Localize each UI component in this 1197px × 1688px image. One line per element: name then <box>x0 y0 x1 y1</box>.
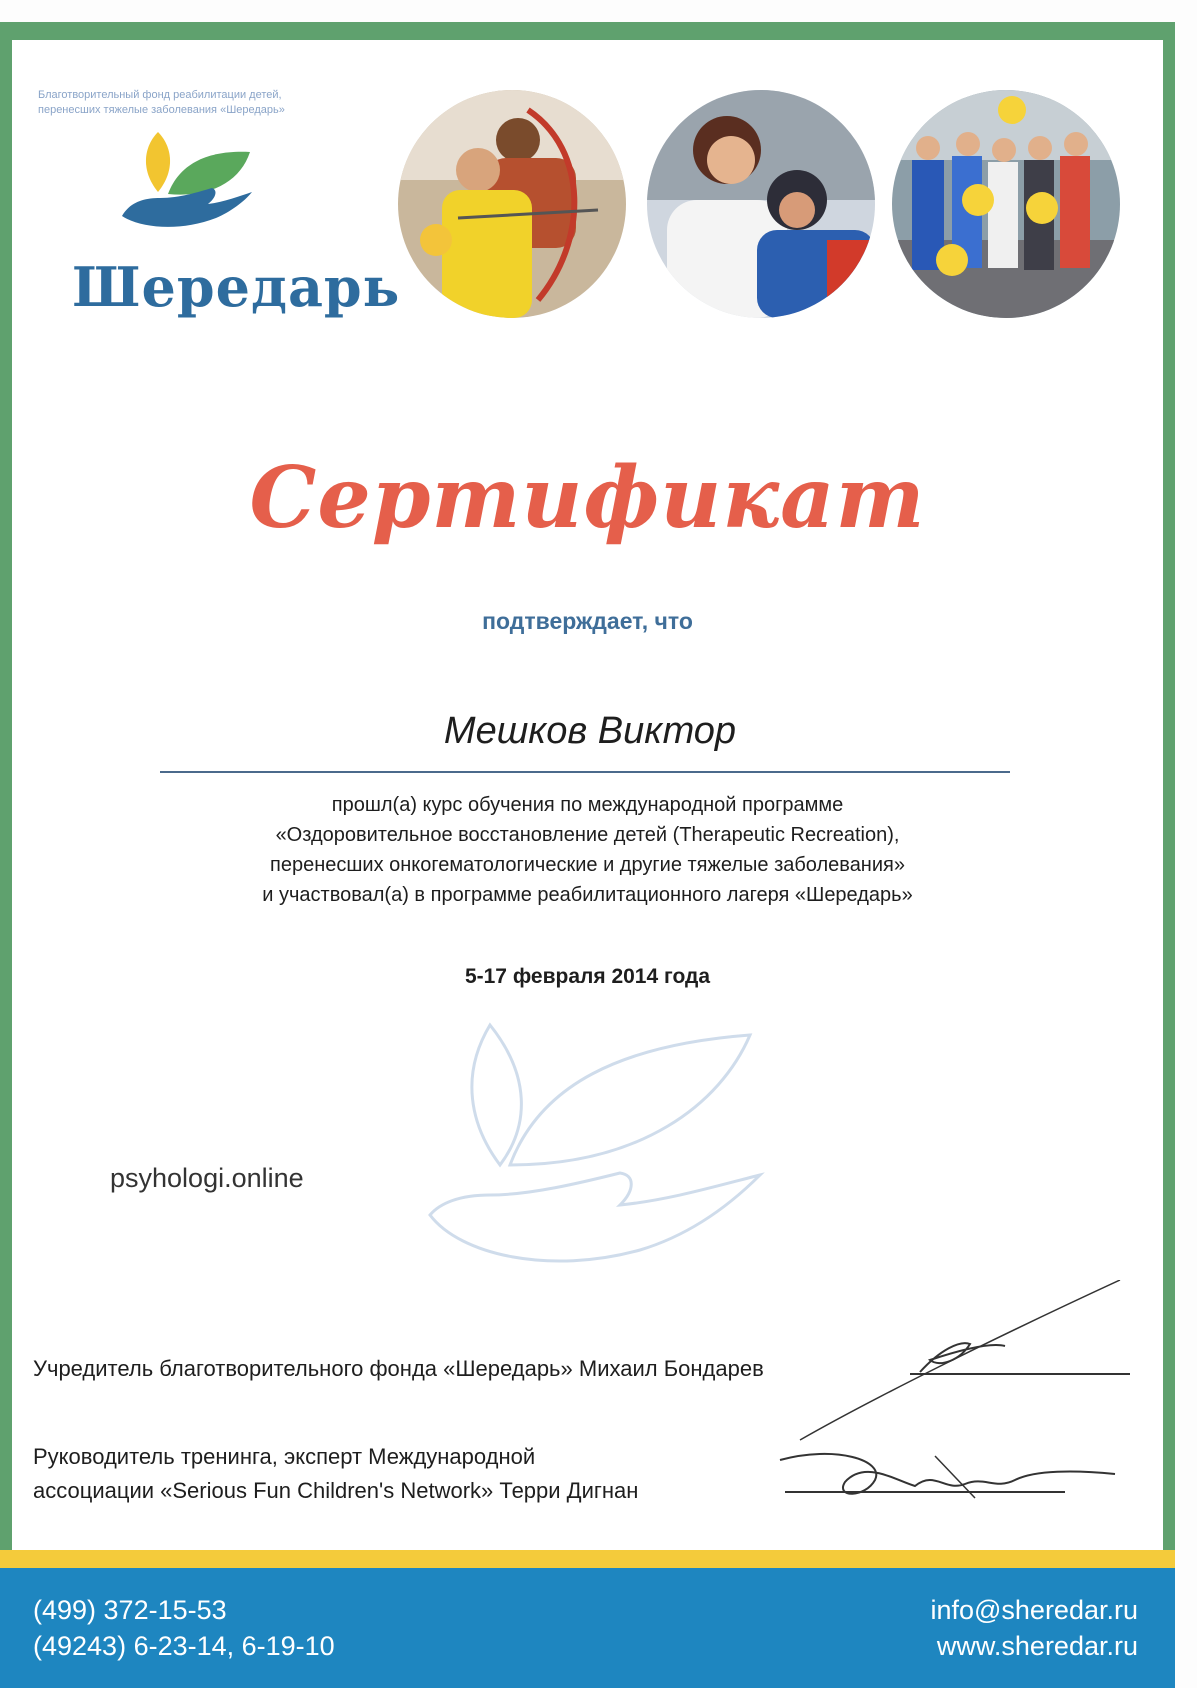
foundation-line-1: Благотворительный фонд реабилитации детей, <box>38 89 282 101</box>
contact-footer <box>0 1568 1175 1688</box>
founder-signature-label: Учредитель благотворительного фонда «Шередарь» Михаил Бондарев <box>33 1356 764 1381</box>
archery-photo <box>398 90 626 318</box>
trainer-signature <box>775 1440 1125 1520</box>
footer-accent-stripe <box>0 1550 1175 1568</box>
course-line-1: прошл(а) курс обучения по международной программе <box>331 794 844 816</box>
phone-primary: (499) 372-15-53 <box>33 1595 227 1625</box>
confirms-subtitle: подтверждает, что <box>482 608 693 634</box>
trainer-signature-label <box>33 1440 638 1508</box>
watermark-leaves-icon <box>420 1015 780 1285</box>
email-link[interactable]: info@sheredar.ru <box>930 1595 1138 1625</box>
founder-signature <box>790 1280 1140 1450</box>
course-line-4: и участвовал(а) в программе реабилитационного лагеря «Шередарь» <box>262 884 913 906</box>
foundation-caption <box>38 88 368 118</box>
group-balloons-photo <box>892 90 1120 318</box>
course-line-2: «Оздоровительное восстановление детей (Therapeutic Recreation), <box>275 824 900 846</box>
phone-block <box>33 1592 335 1664</box>
recipient-underline <box>160 771 1010 773</box>
site-watermark: psyhologi.online <box>110 1163 304 1193</box>
phone-secondary: (49243) 6-23-14, 6-19-10 <box>33 1631 335 1661</box>
recipient-name: Мешков Виктор <box>443 710 737 752</box>
course-date: 5-17 февраля 2014 года <box>464 965 711 988</box>
trainer-line-1: Руководитель тренинга, эксперт Международной <box>33 1444 536 1469</box>
winter-hug-photo <box>647 90 875 318</box>
course-description <box>0 790 1175 910</box>
certificate-title: Сертификат <box>249 448 926 547</box>
web-block <box>930 1592 1138 1664</box>
website-link[interactable]: www.sheredar.ru <box>936 1631 1138 1661</box>
foundation-line-2: перенесших тяжелые заболевания «Шередарь» <box>38 104 285 116</box>
course-line-3: перенесших онкогематологические и другие тяжелые заболевания» <box>270 854 905 876</box>
trainer-line-2: ассоциации «Serious Fun Children's Network» Терри Дигнан <box>33 1478 639 1503</box>
logo-wordmark: Шередарь <box>72 255 401 319</box>
leaves-in-hand-icon <box>120 132 260 237</box>
